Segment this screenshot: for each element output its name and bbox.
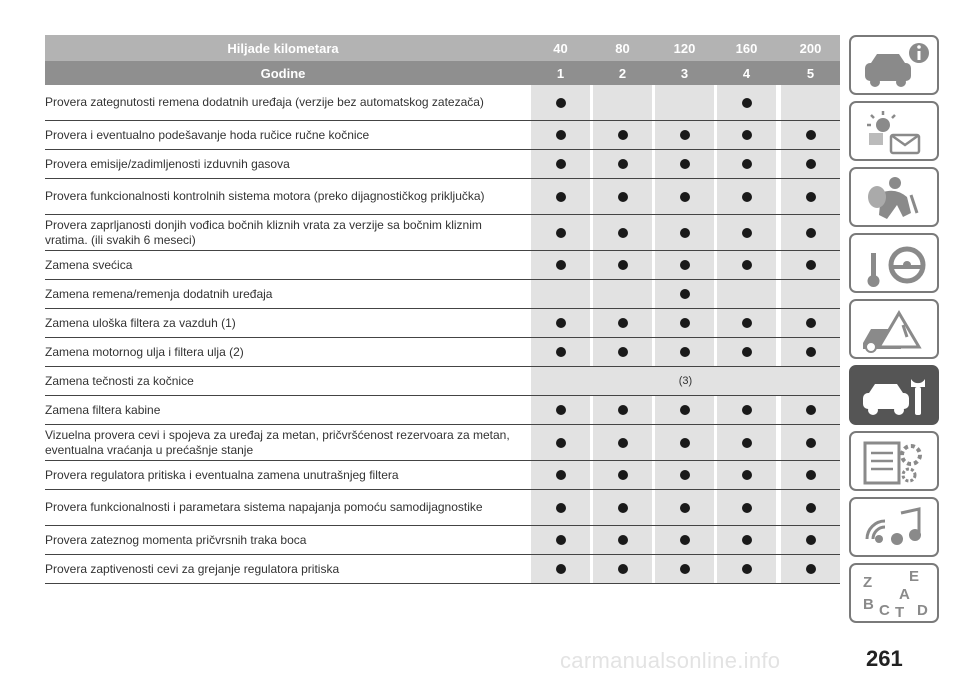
table-row	[45, 150, 840, 179]
header-km-3: 120	[673, 40, 696, 56]
row-description: Zamena uloška filtera za vazduh (1)	[45, 315, 236, 330]
interval-cell-3	[655, 555, 714, 583]
check-dot-icon	[680, 347, 690, 357]
chapter-tab[interactable]	[849, 35, 939, 95]
check-dot-icon	[618, 564, 628, 574]
car-info-icon	[851, 37, 937, 93]
interval-cell-2	[593, 396, 652, 424]
interval-cell-2	[593, 490, 652, 525]
car-maintenance-icon	[851, 367, 937, 423]
check-dot-icon	[742, 98, 752, 108]
table-row	[45, 338, 840, 367]
check-dot-icon	[556, 318, 566, 328]
header-km-5: 200	[799, 40, 822, 56]
check-dot-icon	[806, 192, 816, 202]
interval-cell-5	[781, 150, 840, 178]
row-description: Provera zateznog momenta pričvrsnih traka boca	[45, 532, 307, 547]
table-row	[45, 85, 840, 121]
check-dot-icon	[742, 347, 752, 357]
interval-cell-1	[531, 280, 590, 308]
header-km-2: 80	[615, 40, 630, 56]
check-dot-icon	[680, 192, 690, 202]
row-description: Provera zaptivenosti cevi za grejanje regulatora pritiska	[45, 561, 340, 576]
check-dot-icon	[806, 470, 816, 480]
interval-cell-5	[781, 121, 840, 149]
interval-cell-2	[593, 526, 652, 554]
interval-cell-5	[781, 425, 840, 460]
interval-cell-4	[717, 85, 776, 120]
interval-cell-5	[781, 85, 840, 120]
interval-cell-5	[781, 309, 840, 337]
interval-cell-2	[593, 338, 652, 366]
check-dot-icon	[742, 438, 752, 448]
interval-cell-1	[531, 215, 590, 250]
row-description: Provera emisije/zadimljenosti izduvnih gasova	[45, 156, 290, 171]
row-description: Zamena motornog ulja i filtera ulja (2)	[45, 344, 244, 359]
check-dot-icon	[556, 503, 566, 513]
interval-cell-4	[717, 215, 776, 250]
check-dot-icon	[680, 289, 690, 299]
interval-cell-1	[531, 526, 590, 554]
interval-cell-1	[531, 461, 590, 489]
check-dot-icon	[806, 228, 816, 238]
check-dot-icon	[680, 405, 690, 415]
check-dot-icon	[806, 318, 816, 328]
interval-cell-4	[717, 555, 776, 583]
check-dot-icon	[680, 503, 690, 513]
interval-cell-5	[781, 251, 840, 279]
interval-cell-2	[593, 179, 652, 214]
check-dot-icon	[618, 192, 628, 202]
interval-cell-4	[717, 251, 776, 279]
check-dot-icon	[742, 228, 752, 238]
row-description: Provera zaprljanosti donjih vođica bočnih kliznih vrata za verzije sa bočnim kliznim vratima. (ili svakih 6 meseci)	[45, 217, 482, 247]
check-dot-icon	[680, 228, 690, 238]
header-year-4: 4	[742, 65, 751, 81]
check-dot-icon	[618, 503, 628, 513]
check-dot-icon	[556, 159, 566, 169]
table-row	[45, 526, 840, 555]
interval-cell-3	[655, 215, 714, 250]
check-dot-icon	[556, 130, 566, 140]
check-dot-icon	[618, 347, 628, 357]
header-year-3: 3	[680, 65, 689, 81]
interval-cell-1	[531, 396, 590, 424]
index-letter: C	[879, 602, 890, 619]
chapter-tab[interactable]	[849, 101, 939, 161]
page-number: 261	[866, 646, 903, 671]
interval-cell-2	[593, 555, 652, 583]
interval-cell-5	[781, 526, 840, 554]
check-dot-icon	[556, 260, 566, 270]
airbag-safety-icon	[851, 169, 937, 225]
interval-cell-2	[593, 309, 652, 337]
header-year-5: 5	[806, 65, 815, 81]
check-dot-icon	[618, 470, 628, 480]
watermark: carmanualsonline.info	[560, 648, 781, 673]
table-row	[45, 309, 840, 338]
chapter-tab[interactable]	[849, 167, 939, 227]
row-description: Vizuelna provera cevi i spojeva za uređaj za metan, pričvršćenost rezervoara za metan, eventualna vraćanja u prećašnje stanje	[45, 427, 510, 457]
interval-cell-2	[593, 150, 652, 178]
check-dot-icon	[556, 470, 566, 480]
header-row-kilometers	[45, 35, 840, 61]
interval-cell-2	[593, 85, 652, 120]
interval-cell-4	[717, 396, 776, 424]
interval-cell-1	[531, 179, 590, 214]
interval-cell-3	[655, 309, 714, 337]
interval-cell-4	[717, 121, 776, 149]
table-row	[45, 367, 840, 396]
check-dot-icon	[742, 192, 752, 202]
check-dot-icon	[680, 130, 690, 140]
interval-cell-4	[717, 461, 776, 489]
check-dot-icon	[556, 564, 566, 574]
table-row	[45, 461, 840, 490]
check-dot-icon	[806, 130, 816, 140]
check-dot-icon	[618, 535, 628, 545]
check-dot-icon	[556, 347, 566, 357]
check-dot-icon	[742, 130, 752, 140]
chapter-tab[interactable]	[849, 431, 939, 491]
chapter-tab[interactable]	[849, 365, 939, 425]
interval-cell-1	[531, 251, 590, 279]
row-description: Provera zategnutosti remena dodatnih uređaja (verzije bez automatskog zatezača)	[45, 95, 484, 109]
table-row	[45, 555, 840, 584]
interval-cell-2	[593, 121, 652, 149]
chapter-tab[interactable]	[849, 563, 939, 623]
chapter-tab[interactable]	[849, 233, 939, 293]
interval-cell-4	[717, 150, 776, 178]
check-dot-icon	[618, 318, 628, 328]
interval-cell-4	[717, 179, 776, 214]
check-dot-icon	[680, 470, 690, 480]
check-dot-icon	[806, 564, 816, 574]
interval-cell-3	[655, 150, 714, 178]
table-row	[45, 251, 840, 280]
check-dot-icon	[618, 438, 628, 448]
emergency-accident-icon	[851, 301, 937, 357]
interval-cell-3	[655, 396, 714, 424]
interval-cell-2	[593, 280, 652, 308]
interval-cell-2	[593, 425, 652, 460]
interval-cell-5	[781, 179, 840, 214]
interval-cell-2	[593, 215, 652, 250]
interval-cell-4	[717, 526, 776, 554]
table-row	[45, 396, 840, 425]
row-description: Provera funkcionalnosti i parametara sistema napajanja pomoću samodijagnostike	[45, 500, 483, 514]
row-description: Zamena tečnosti za kočnice	[45, 373, 194, 388]
interval-cell-1	[531, 555, 590, 583]
check-dot-icon	[742, 564, 752, 574]
check-dot-icon	[556, 405, 566, 415]
check-dot-icon	[806, 405, 816, 415]
header-km-4: 160	[735, 40, 758, 56]
check-dot-icon	[806, 159, 816, 169]
check-dot-icon	[680, 159, 690, 169]
table-row	[45, 121, 840, 150]
index-letter: E	[909, 568, 920, 585]
check-dot-icon	[680, 438, 690, 448]
interval-cell-5	[781, 461, 840, 489]
check-dot-icon	[618, 228, 628, 238]
interval-cell-1	[531, 150, 590, 178]
check-dot-icon	[742, 159, 752, 169]
table-row	[45, 179, 840, 215]
interval-cell-3	[655, 338, 714, 366]
interval-cell-5	[781, 490, 840, 525]
interval-cell-3	[655, 85, 714, 120]
interval-cell-3	[655, 425, 714, 460]
table-row	[45, 425, 840, 461]
check-dot-icon	[742, 405, 752, 415]
multimedia-icon	[851, 499, 937, 555]
interval-cell-5	[781, 555, 840, 583]
row-description: Provera i eventualno podešavanje hoda ručice ručne kočnice	[45, 127, 370, 142]
row-description: Zamena svećica	[45, 257, 133, 272]
check-dot-icon	[806, 438, 816, 448]
interval-cell-1	[531, 425, 590, 460]
check-dot-icon	[618, 405, 628, 415]
check-dot-icon	[742, 535, 752, 545]
row-description: Provera funkcionalnosti kontrolnih sistema motora (preko dijagnostičkog priključka)	[45, 189, 485, 203]
check-dot-icon	[806, 260, 816, 270]
interval-cell-3	[655, 461, 714, 489]
interval-cell-4	[717, 338, 776, 366]
interval-cell-1	[531, 309, 590, 337]
interval-cell-2	[593, 251, 652, 279]
interval-cell-1	[531, 121, 590, 149]
technical-data-icon	[851, 433, 937, 489]
table-row	[45, 215, 840, 251]
check-dot-icon	[742, 260, 752, 270]
index-letter: T	[895, 604, 905, 621]
row-description: Zamena filtera kabine	[45, 402, 161, 417]
interval-cell-3	[655, 280, 714, 308]
check-dot-icon	[618, 159, 628, 169]
header-year-2: 2	[618, 65, 627, 81]
check-dot-icon	[806, 347, 816, 357]
check-dot-icon	[556, 192, 566, 202]
dashboard-warning-icon	[851, 103, 937, 159]
interval-cell-5	[781, 280, 840, 308]
chapter-tab[interactable]	[849, 299, 939, 359]
row-note: (3)	[531, 367, 840, 395]
check-dot-icon	[618, 130, 628, 140]
check-dot-icon	[556, 535, 566, 545]
index-letter: Z	[863, 574, 873, 591]
interval-cell-4	[717, 280, 776, 308]
interval-cell-5	[781, 338, 840, 366]
check-dot-icon	[556, 98, 566, 108]
check-dot-icon	[680, 535, 690, 545]
table-row	[45, 280, 840, 309]
check-dot-icon	[742, 470, 752, 480]
check-dot-icon	[556, 438, 566, 448]
header-year-1: 1	[556, 65, 565, 81]
check-dot-icon	[742, 503, 752, 513]
interval-cell-3	[655, 526, 714, 554]
interval-cell-5	[781, 396, 840, 424]
interval-cell-3	[655, 490, 714, 525]
header-years-label: Godine	[260, 65, 306, 81]
index-letter: B	[863, 596, 874, 613]
check-dot-icon	[680, 564, 690, 574]
interval-cell-4	[717, 425, 776, 460]
table-row	[45, 490, 840, 526]
interval-cell-4	[717, 490, 776, 525]
check-dot-icon	[680, 318, 690, 328]
check-dot-icon	[680, 260, 690, 270]
header-km-1: 40	[553, 40, 568, 56]
row-description: Provera regulatora pritiska i eventualna zamena unutrašnjeg filtera	[45, 467, 399, 482]
interval-cell-1	[531, 490, 590, 525]
interval-cell-5	[781, 215, 840, 250]
chapter-tab[interactable]	[849, 497, 939, 557]
interval-cell-3	[655, 251, 714, 279]
interval-cell-3	[655, 179, 714, 214]
check-dot-icon	[742, 318, 752, 328]
check-dot-icon	[806, 503, 816, 513]
steering-wheel-key-icon	[851, 235, 937, 291]
index-letter: D	[917, 602, 928, 619]
interval-cell-4	[717, 309, 776, 337]
interval-cell-1	[531, 85, 590, 120]
index-alphabet-icon	[851, 565, 937, 621]
check-dot-icon	[618, 260, 628, 270]
header-row-years	[45, 61, 840, 85]
check-dot-icon	[806, 535, 816, 545]
interval-cell-1	[531, 338, 590, 366]
header-kilometers-label: Hiljade kilometara	[227, 40, 339, 56]
interval-cell-2	[593, 461, 652, 489]
check-dot-icon	[556, 228, 566, 238]
interval-cell-3	[655, 121, 714, 149]
row-description: Zamena remena/remenja dodatnih uređaja	[45, 286, 273, 301]
index-letter: A	[899, 586, 910, 603]
